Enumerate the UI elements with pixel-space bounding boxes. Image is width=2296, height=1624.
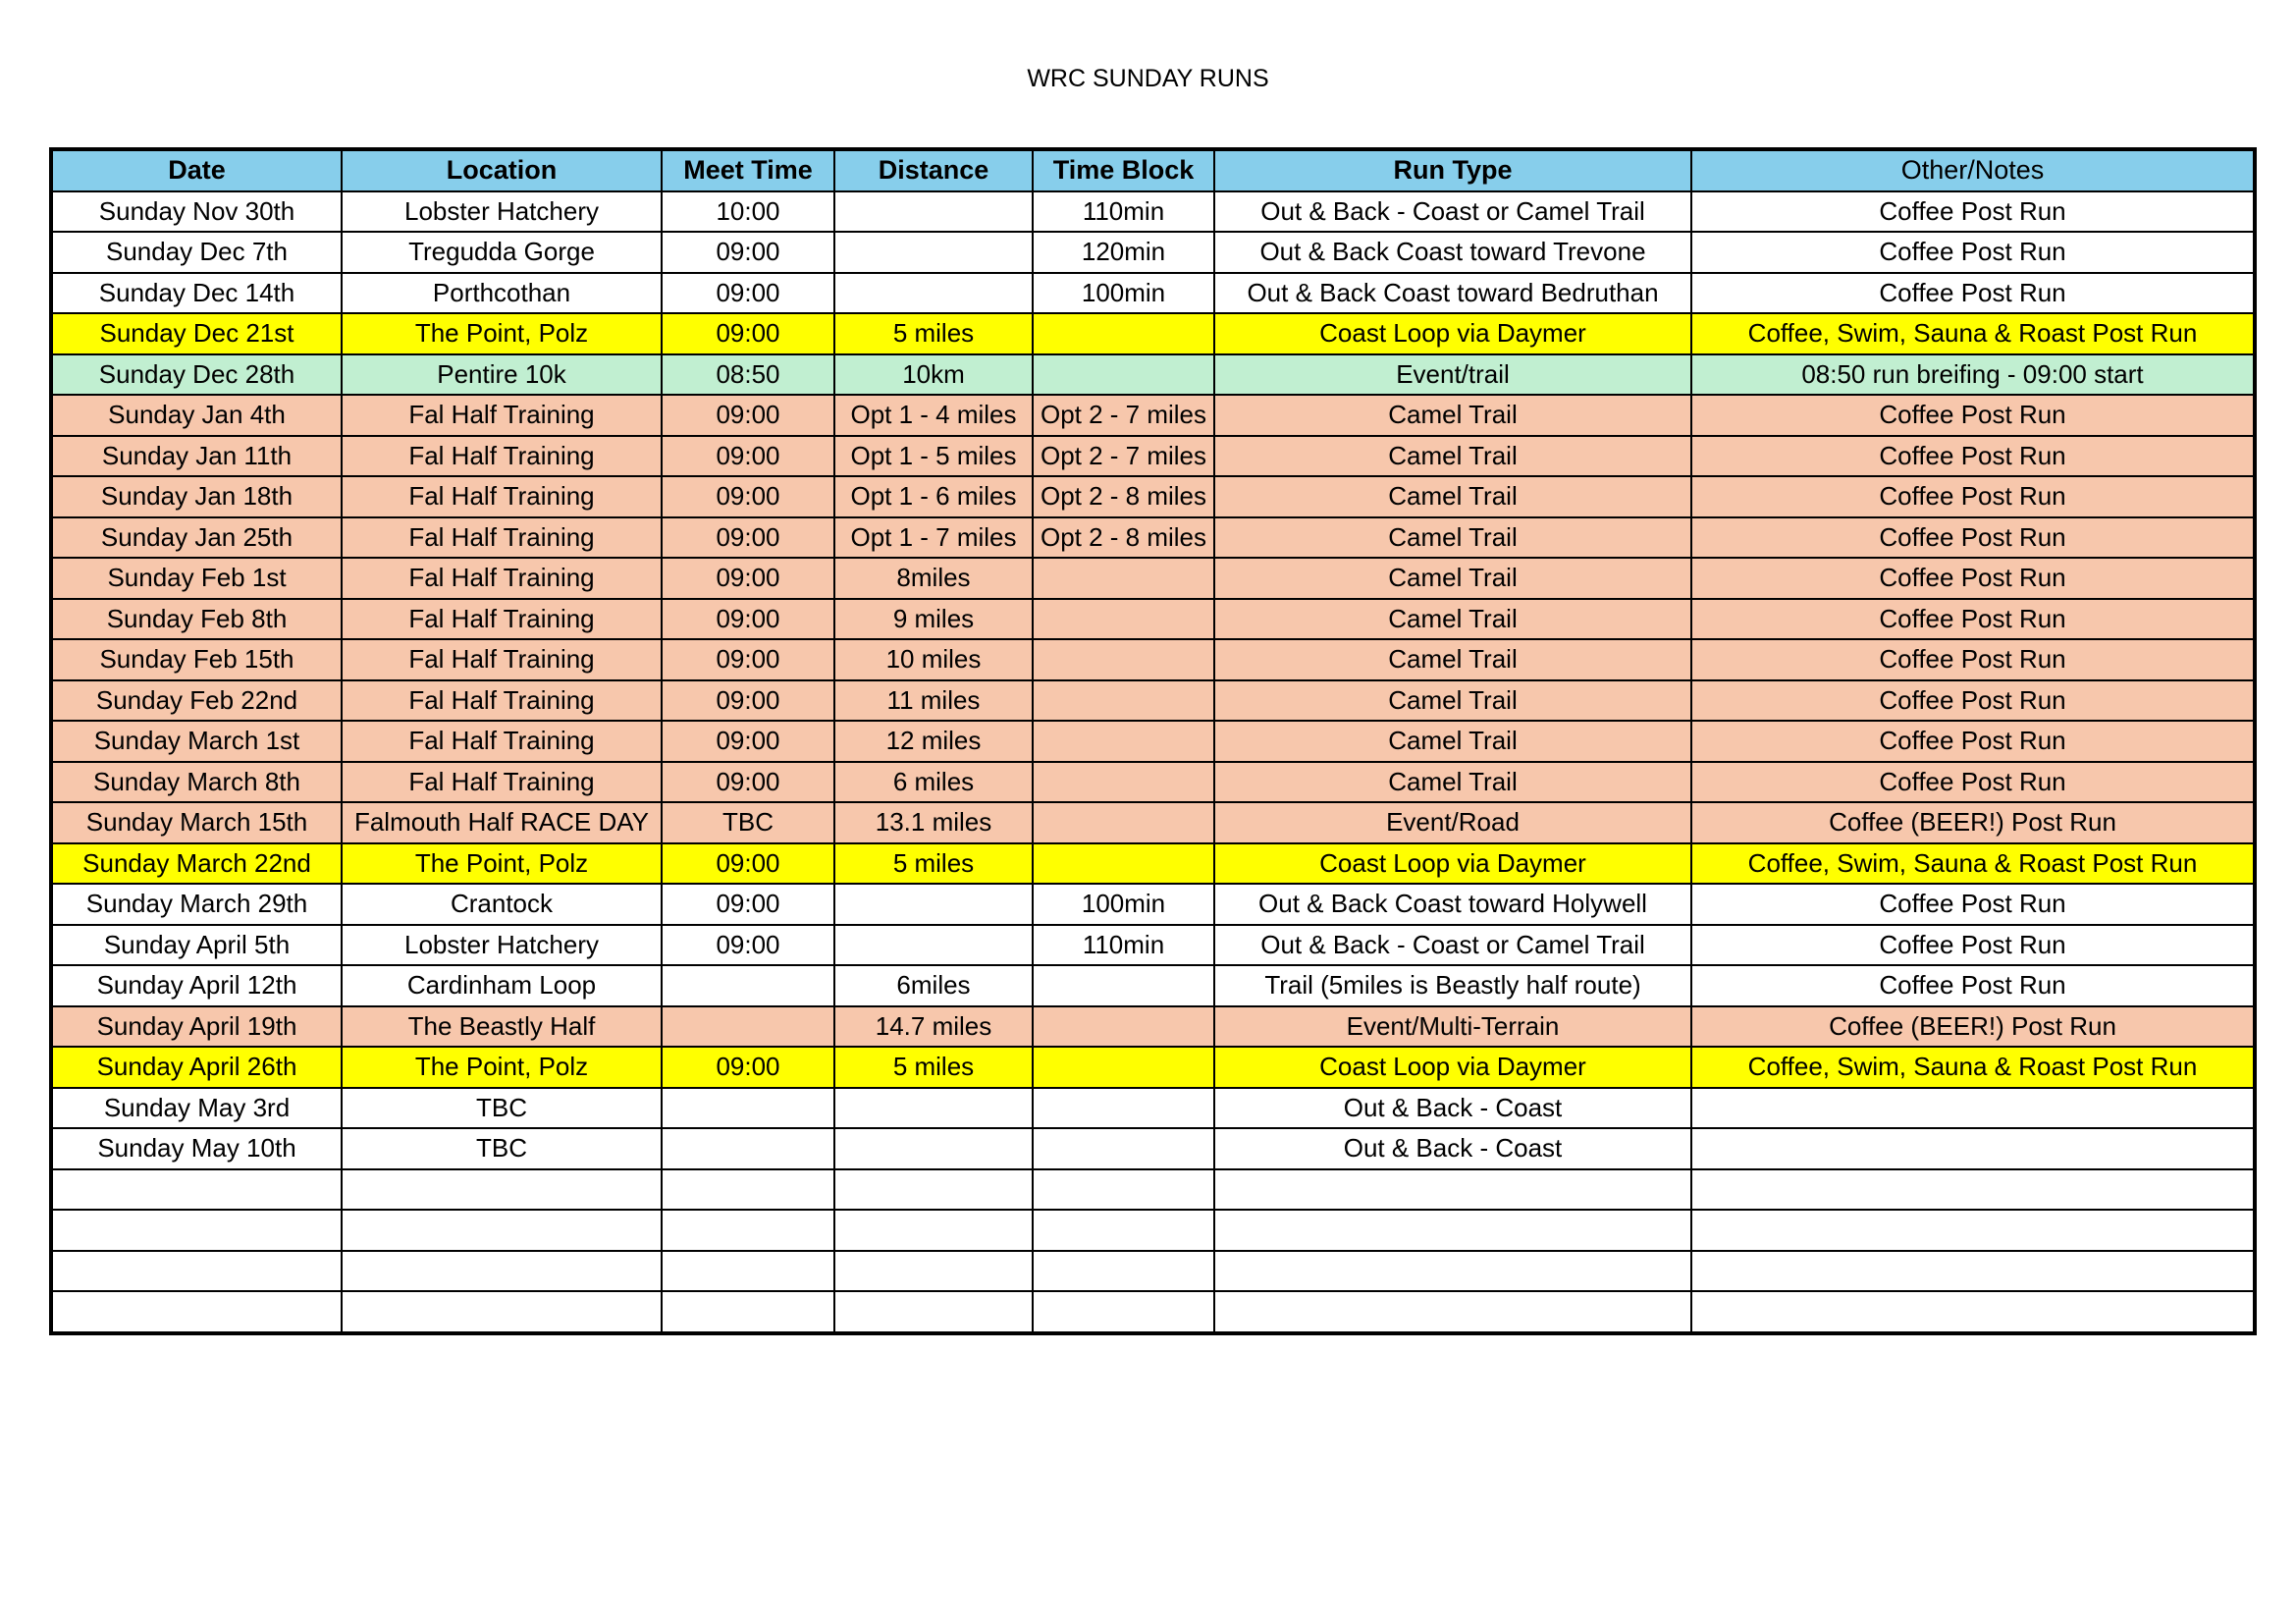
cell-distance: 10 miles [834,639,1033,680]
table-row [51,1251,2255,1292]
cell-meet-time: 09:00 [662,273,834,314]
cell-distance [834,1210,1033,1251]
cell-date: Sunday May 3rd [51,1088,342,1129]
cell-date: Sunday Feb 22nd [51,680,342,722]
cell-time-block: 110min [1033,925,1214,966]
cell-date: Sunday Dec 7th [51,232,342,273]
cell-distance: Opt 1 - 6 miles [834,476,1033,517]
cell-distance: 5 miles [834,843,1033,885]
cell-run-type: Out & Back - Coast or Camel Trail [1214,191,1691,233]
cell-date: Sunday April 26th [51,1047,342,1088]
table-row [51,1006,2255,1048]
cell-distance: 10km [834,354,1033,396]
table-row [51,680,2255,722]
cell-location: Pentire 10k [342,354,662,396]
cell-distance [834,1169,1033,1211]
cell-date: Sunday March 22nd [51,843,342,885]
cell-meet-time: 09:00 [662,313,834,354]
cell-location: Lobster Hatchery [342,191,662,233]
cell-date: Sunday April 5th [51,925,342,966]
header-run-type: Run Type [1214,149,1691,191]
cell-notes: Coffee Post Run [1691,395,2255,436]
table-row [51,1047,2255,1088]
cell-distance [834,884,1033,925]
cell-notes [1691,1210,2255,1251]
cell-run-type: Out & Back Coast toward Holywell [1214,884,1691,925]
cell-location [342,1169,662,1211]
cell-run-type: Coast Loop via Daymer [1214,1047,1691,1088]
cell-notes: Coffee Post Run [1691,639,2255,680]
cell-date: Sunday Feb 1st [51,558,342,599]
cell-distance: 11 miles [834,680,1033,722]
cell-location: Fal Half Training [342,762,662,803]
cell-distance: 13.1 miles [834,802,1033,843]
cell-distance: 6miles [834,965,1033,1006]
cell-location: Falmouth Half RACE DAY [342,802,662,843]
cell-date [51,1251,342,1292]
cell-meet-time: 09:00 [662,558,834,599]
cell-time-block [1033,558,1214,599]
cell-run-type: Coast Loop via Daymer [1214,313,1691,354]
cell-time-block [1033,762,1214,803]
cell-notes: Coffee Post Run [1691,476,2255,517]
header-distance: Distance [834,149,1033,191]
header-meet-time: Meet Time [662,149,834,191]
table-row [51,232,2255,273]
cell-time-block [1033,1291,1214,1333]
cell-meet-time: 09:00 [662,232,834,273]
cell-notes [1691,1291,2255,1333]
cell-time-block [1033,802,1214,843]
cell-notes: Coffee Post Run [1691,884,2255,925]
cell-time-block [1033,313,1214,354]
header-location: Location [342,149,662,191]
cell-meet-time [662,1291,834,1333]
cell-meet-time: 09:00 [662,762,834,803]
cell-run-type: Camel Trail [1214,476,1691,517]
cell-meet-time: 09:00 [662,436,834,477]
cell-notes [1691,1128,2255,1169]
table-row [51,965,2255,1006]
cell-notes: 08:50 run breifing - 09:00 start [1691,354,2255,396]
cell-distance: 5 miles [834,313,1033,354]
cell-run-type: Camel Trail [1214,517,1691,559]
cell-notes [1691,1088,2255,1129]
table-header [51,149,2255,191]
cell-date: Sunday March 1st [51,721,342,762]
cell-time-block [1033,680,1214,722]
cell-distance [834,191,1033,233]
cell-distance: 6 miles [834,762,1033,803]
cell-location: Porthcothan [342,273,662,314]
cell-location: Fal Half Training [342,395,662,436]
cell-distance [834,925,1033,966]
cell-location: Fal Half Training [342,476,662,517]
cell-time-block [1033,1006,1214,1048]
cell-meet-time: 09:00 [662,599,834,640]
cell-time-block [1033,1251,1214,1292]
cell-meet-time [662,1128,834,1169]
cell-distance: 8miles [834,558,1033,599]
cell-location: Fal Half Training [342,680,662,722]
cell-notes: Coffee, Swim, Sauna & Roast Post Run [1691,313,2255,354]
table-row [51,639,2255,680]
cell-date: Sunday May 10th [51,1128,342,1169]
cell-date: Sunday Nov 30th [51,191,342,233]
cell-meet-time: 10:00 [662,191,834,233]
cell-date: Sunday Feb 15th [51,639,342,680]
table-row [51,558,2255,599]
cell-time-block [1033,965,1214,1006]
cell-run-type [1214,1291,1691,1333]
cell-meet-time: 09:00 [662,395,834,436]
cell-date: Sunday March 29th [51,884,342,925]
cell-date: Sunday Jan 11th [51,436,342,477]
cell-meet-time: 09:00 [662,925,834,966]
table-body [51,191,2255,1333]
cell-notes: Coffee Post Run [1691,191,2255,233]
cell-run-type: Out & Back - Coast [1214,1128,1691,1169]
cell-notes: Coffee Post Run [1691,273,2255,314]
cell-location: Crantock [342,884,662,925]
cell-location: Tregudda Gorge [342,232,662,273]
table-row [51,1210,2255,1251]
table-row [51,395,2255,436]
header-time-block: Time Block [1033,149,1214,191]
cell-location [342,1291,662,1333]
cell-meet-time: 09:00 [662,884,834,925]
table-row [51,925,2255,966]
cell-notes: Coffee Post Run [1691,232,2255,273]
cell-meet-time [662,1210,834,1251]
header-date: Date [51,149,342,191]
table-row [51,354,2255,396]
cell-time-block [1033,1047,1214,1088]
cell-date: Sunday Dec 21st [51,313,342,354]
cell-time-block: 100min [1033,884,1214,925]
table-row [51,1088,2255,1129]
cell-time-block: 100min [1033,273,1214,314]
cell-meet-time: 09:00 [662,721,834,762]
table-row [51,721,2255,762]
cell-location [342,1210,662,1251]
cell-run-type: Out & Back - Coast [1214,1088,1691,1129]
cell-notes: Coffee Post Run [1691,599,2255,640]
cell-run-type: Out & Back Coast toward Trevone [1214,232,1691,273]
cell-location: Fal Half Training [342,721,662,762]
cell-date [51,1291,342,1333]
cell-time-block [1033,1128,1214,1169]
cell-meet-time [662,1006,834,1048]
cell-meet-time: TBC [662,802,834,843]
cell-location: Cardinham Loop [342,965,662,1006]
cell-distance [834,232,1033,273]
cell-time-block [1033,639,1214,680]
cell-location: Lobster Hatchery [342,925,662,966]
cell-date: Sunday Dec 14th [51,273,342,314]
cell-location: The Point, Polz [342,313,662,354]
cell-date: Sunday Jan 25th [51,517,342,559]
table-row [51,802,2255,843]
cell-run-type: Camel Trail [1214,762,1691,803]
cell-location: TBC [342,1088,662,1129]
cell-run-type: Coast Loop via Daymer [1214,843,1691,885]
cell-distance [834,273,1033,314]
cell-distance: 14.7 miles [834,1006,1033,1048]
table-row [51,1169,2255,1211]
cell-time-block: 120min [1033,232,1214,273]
cell-run-type: Event/Multi-Terrain [1214,1006,1691,1048]
cell-location: Fal Half Training [342,558,662,599]
cell-run-type: Camel Trail [1214,395,1691,436]
cell-time-block [1033,1088,1214,1129]
cell-run-type: Camel Trail [1214,639,1691,680]
cell-location: The Beastly Half [342,1006,662,1048]
table-row [51,843,2255,885]
cell-notes: Coffee (BEER!) Post Run [1691,1006,2255,1048]
cell-meet-time: 09:00 [662,639,834,680]
cell-meet-time [662,1251,834,1292]
cell-run-type: Out & Back - Coast or Camel Trail [1214,925,1691,966]
cell-date: Sunday Jan 4th [51,395,342,436]
cell-run-type: Trail (5miles is Beastly half route) [1214,965,1691,1006]
cell-notes: Coffee Post Run [1691,517,2255,559]
cell-notes: Coffee Post Run [1691,925,2255,966]
cell-run-type: Camel Trail [1214,436,1691,477]
cell-meet-time: 09:00 [662,517,834,559]
page-title: WRC SUNDAY RUNS [1027,65,1269,92]
cell-date: Sunday April 12th [51,965,342,1006]
cell-location: The Point, Polz [342,843,662,885]
table-row [51,884,2255,925]
cell-distance: Opt 1 - 5 miles [834,436,1033,477]
cell-notes: Coffee Post Run [1691,558,2255,599]
cell-meet-time: 09:00 [662,1047,834,1088]
cell-run-type: Event/Road [1214,802,1691,843]
cell-notes: Coffee Post Run [1691,721,2255,762]
cell-distance: 12 miles [834,721,1033,762]
cell-time-block [1033,354,1214,396]
table-row [51,599,2255,640]
cell-location: The Point, Polz [342,1047,662,1088]
cell-location: TBC [342,1128,662,1169]
table-row [51,1291,2255,1333]
header-other-notes: Other/Notes [1691,149,2255,191]
cell-location [342,1251,662,1292]
cell-date: Sunday March 8th [51,762,342,803]
cell-location: Fal Half Training [342,517,662,559]
table-row [51,436,2255,477]
cell-distance [834,1128,1033,1169]
table-row [51,476,2255,517]
cell-time-block: Opt 2 - 8 miles [1033,476,1214,517]
cell-time-block: Opt 2 - 7 miles [1033,436,1214,477]
cell-run-type [1214,1169,1691,1211]
cell-run-type: Camel Trail [1214,558,1691,599]
cell-meet-time: 08:50 [662,354,834,396]
cell-meet-time: 09:00 [662,476,834,517]
table-row [51,1128,2255,1169]
cell-time-block [1033,1210,1214,1251]
cell-meet-time: 09:00 [662,680,834,722]
cell-time-block: Opt 2 - 8 miles [1033,517,1214,559]
cell-run-type: Out & Back Coast toward Bedruthan [1214,273,1691,314]
cell-meet-time [662,1169,834,1211]
cell-notes: Coffee, Swim, Sauna & Roast Post Run [1691,843,2255,885]
cell-time-block: 110min [1033,191,1214,233]
cell-time-block [1033,1169,1214,1211]
cell-notes: Coffee Post Run [1691,965,2255,1006]
cell-time-block [1033,721,1214,762]
cell-date: Sunday March 15th [51,802,342,843]
cell-meet-time [662,1088,834,1129]
cell-date [51,1169,342,1211]
table-row [51,273,2255,314]
cell-time-block [1033,843,1214,885]
cell-distance: 9 miles [834,599,1033,640]
cell-run-type [1214,1210,1691,1251]
cell-notes: Coffee Post Run [1691,680,2255,722]
cell-distance: Opt 1 - 7 miles [834,517,1033,559]
cell-location: Fal Half Training [342,639,662,680]
cell-notes: Coffee, Swim, Sauna & Roast Post Run [1691,1047,2255,1088]
cell-date: Sunday April 19th [51,1006,342,1048]
cell-notes [1691,1251,2255,1292]
cell-time-block [1033,599,1214,640]
cell-distance: 5 miles [834,1047,1033,1088]
cell-run-type: Camel Trail [1214,680,1691,722]
cell-location: Fal Half Training [342,436,662,477]
cell-date: Sunday Jan 18th [51,476,342,517]
cell-run-type: Camel Trail [1214,599,1691,640]
cell-meet-time: 09:00 [662,843,834,885]
cell-distance [834,1088,1033,1129]
cell-date: Sunday Dec 28th [51,354,342,396]
schedule-table [49,147,2257,1335]
cell-distance: Opt 1 - 4 miles [834,395,1033,436]
cell-notes: Coffee (BEER!) Post Run [1691,802,2255,843]
table-row [51,313,2255,354]
cell-location: Fal Half Training [342,599,662,640]
cell-notes: Coffee Post Run [1691,436,2255,477]
table-row [51,517,2255,559]
cell-date: Sunday Feb 8th [51,599,342,640]
table-row [51,762,2255,803]
cell-distance [834,1291,1033,1333]
cell-meet-time [662,965,834,1006]
cell-distance [834,1251,1033,1292]
cell-notes [1691,1169,2255,1211]
cell-date [51,1210,342,1251]
cell-run-type [1214,1251,1691,1292]
cell-time-block: Opt 2 - 7 miles [1033,395,1214,436]
cell-run-type: Event/trail [1214,354,1691,396]
cell-notes: Coffee Post Run [1691,762,2255,803]
table-row [51,191,2255,233]
cell-run-type: Camel Trail [1214,721,1691,762]
